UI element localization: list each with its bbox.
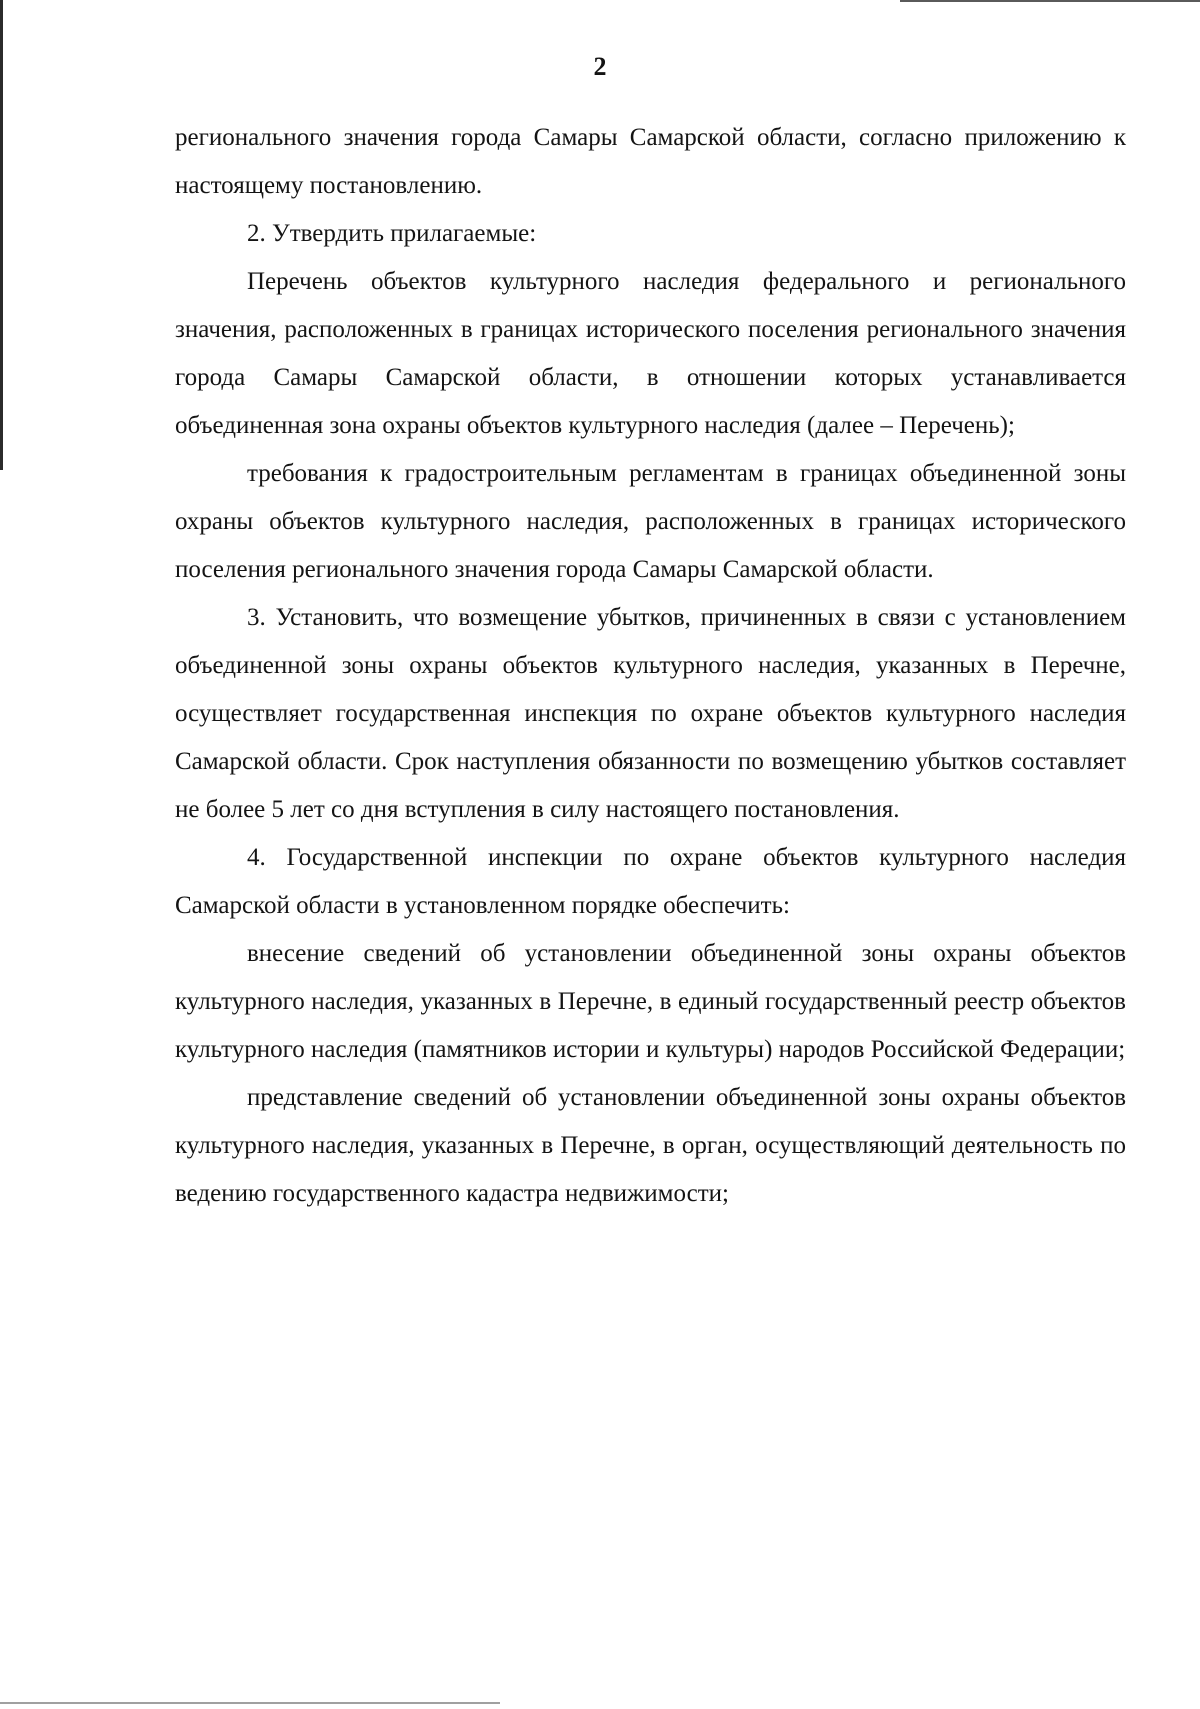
paragraph-item-4: 4. Государственной инспекции по охране объектов культурного наследия Самарской области в установленном порядке обеспечить:: [175, 844, 1126, 919]
paragraph-item-2: 2. Утвердить прилагаемые:: [247, 220, 537, 247]
paragraph-cadastre-submission: представление сведений об установлении объединенной зоны охраны объектов культурного наследия, указанных в Перечне, в орган, осуществляющий деятельность по ведению государственного кадастра недвижимости;: [175, 1084, 1126, 1207]
paragraph-registry-entry: внесение сведений об установлении объединенной зоны охраны объектов культурного наследия, указанных в Перечне, в единый государственный реестр объектов культурного наследия (памятников истории и культуры) народов Российской Федерации;: [175, 940, 1126, 1063]
paragraph-item-3: 3. Установить, что возмещение убытков, причиненных в связи с установлением объединенной зоны охраны объектов культурного наследия, указанных в Перечне, осуществляет государственная инспекция по охране объектов культурного наследия Самарской области. Срок наступления обязанности по возмещению убытков составляет не более 5 лет со дня вступления в силу настоящего постановления.: [175, 604, 1126, 823]
paragraph-urban-planning-requirements: требования к градостроительным регламентам в границах объединенной зоны охраны объектов культурного наследия, расположенных в границах исторического поселения регионального значения города Самары Самарской области.: [175, 460, 1126, 583]
paragraph-continuation: регионального значения города Самары Самарской области, согласно приложению к настоящему постановлению.: [175, 124, 1126, 199]
scan-edge-top: [900, 0, 1200, 2]
page-number: 2: [593, 52, 607, 81]
document-body: [175, 114, 1126, 1218]
scan-edge-bottom: [0, 1702, 500, 1704]
paragraph-list-heritage-objects: Перечень объектов культурного наследия федерального и регионального значения, расположенных в границах исторического поселения регионального значения города Самары Самарской области, в отношении которых устанавливается объединенная зона охраны объектов культурного наследия (далее – Перечень);: [175, 268, 1126, 439]
